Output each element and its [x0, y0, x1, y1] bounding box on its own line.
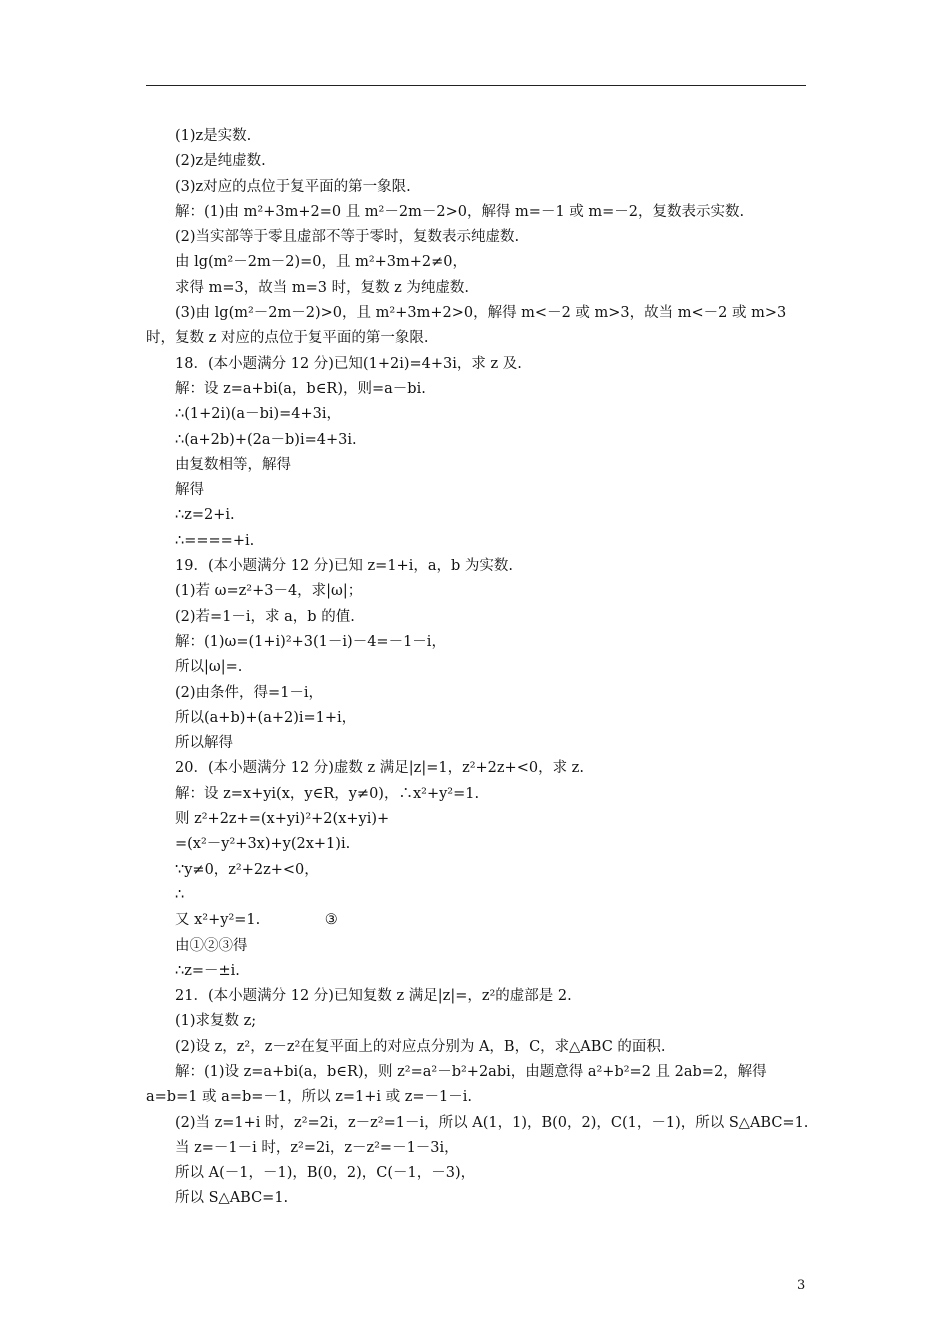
- text-line: 由复数相等，解得: [175, 456, 291, 473]
- text-line: 所以解得: [175, 735, 233, 752]
- text-line: (2)当 z=1+i 时，z²=2i，z－z²=1－i，所以 A(1，1)，B(0，2)，C(1，－1)，所以 S△ABC=1.: [175, 1114, 809, 1131]
- text-line: a=b=1 或 a=b=－1，所以 z=1+i 或 z=－1－i.: [146, 1089, 473, 1106]
- text-line: 20．(本小题满分 12 分)虚数 z 满足|z|=1，z²+2z+<0，求 z.: [175, 760, 584, 777]
- text-line: 解：设 z=x+yi(x，y∈R，y≠0)，∴x²+y²=1.: [175, 785, 480, 802]
- text-line: =(x²－y²+3x)+y(2x+1)i.: [175, 836, 351, 853]
- text-line: 所以 A(－1，－1)，B(0，2)，C(－1，－3)，: [175, 1165, 476, 1182]
- text-line: 18．(本小题满分 12 分)已知(1+2i)=4+3i，求 z 及.: [175, 355, 522, 372]
- text-line: 所以|ω|=.: [175, 659, 243, 676]
- text-line: 解：(1)由 m²+3m+2=0 且 m²－2m－2>0，解得 m=－1 或 m=－2，复数表示实数.: [175, 203, 745, 220]
- text-line: 则 z²+2z+=(x+yi)²+2(x+yi)+: [175, 811, 390, 828]
- text-line: (2)由条件，得=1－i，: [175, 684, 324, 701]
- text-line: (1)若 ω=z²+3－4，求|ω|；: [175, 583, 363, 600]
- page-number: 3: [797, 1278, 806, 1293]
- text-line: 又 x²+y²=1. ③: [175, 912, 338, 929]
- text-line: (2)当实部等于零且虚部不等于零时，复数表示纯虚数.: [175, 229, 520, 246]
- text-line: 解得: [175, 482, 204, 499]
- text-line: ∴(1+2i)(a－bi)=4+3i，: [175, 406, 342, 423]
- text-line: (1)z是实数.: [175, 128, 252, 144]
- text-line: 19．(本小题满分 12 分)已知 z=1+i，a，b 为实数.: [175, 558, 513, 575]
- text-line: (1)求复数 z;: [175, 1013, 257, 1030]
- text-line: 由①②③得: [175, 937, 248, 954]
- header-rule: [146, 85, 806, 86]
- text-line: ∴z=－±i.: [175, 962, 240, 979]
- text-line: (3)z对应的点位于复平面的第一象限.: [175, 178, 411, 195]
- text-line: ∵y≠0，z²+2z+<0，: [175, 861, 319, 878]
- text-line: ∴====+i.: [175, 532, 255, 549]
- text-line: 由 lg(m²－2m－2)=0，且 m²+3m+2≠0，: [175, 254, 468, 271]
- text-line: (3)由 lg(m²－2m－2)>0，且 m²+3m+2>0，解得 m<－2 或 m>3，故当 m<－2 或 m>3: [175, 305, 787, 322]
- text-line: ∴z=2+i.: [175, 507, 235, 524]
- text-line: (2)z是纯虚数.: [175, 153, 266, 170]
- document-body: [146, 124, 808, 1212]
- text-line: 时，复数 z 对应的点位于复平面的第一象限.: [146, 330, 429, 347]
- text-line: 解：(1)ω=(1+i)²+3(1－i)－4=－1－i，: [175, 633, 446, 650]
- text-line: 21．(本小题满分 12 分)已知复数 z 满足|z|=，z²的虚部是 2.: [175, 988, 572, 1005]
- text-line: (2)若=1－i，求 a，b 的值.: [175, 608, 355, 625]
- text-line: 所以(a+b)+(a+2)i=1+i，: [175, 709, 357, 726]
- text-line: 所以 S△ABC=1.: [175, 1190, 289, 1207]
- text-line: 求得 m=3，故当 m=3 时，复数 z 为纯虚数.: [175, 279, 470, 296]
- text-line: 解：(1)设 z=a+bi(a，b∈R)，则 z²=a²－b²+2abi，由题意得 a²+b²=2 且 2ab=2，解得: [175, 1063, 767, 1080]
- text-line: ∴: [175, 886, 185, 903]
- text-line: ∴(a+2b)+(2a－b)i=4+3i.: [175, 431, 357, 448]
- text-line: (2)设 z，z²，z－z²在复平面上的对应点分别为 A，B，C，求△ABC 的面积.: [175, 1038, 666, 1055]
- text-line: 当 z=－1－i 时，z²=2i，z－z²=－1－3i，: [175, 1139, 459, 1156]
- text-line: 解：设 z=a+bi(a，b∈R)，则=a－bi.: [175, 380, 426, 397]
